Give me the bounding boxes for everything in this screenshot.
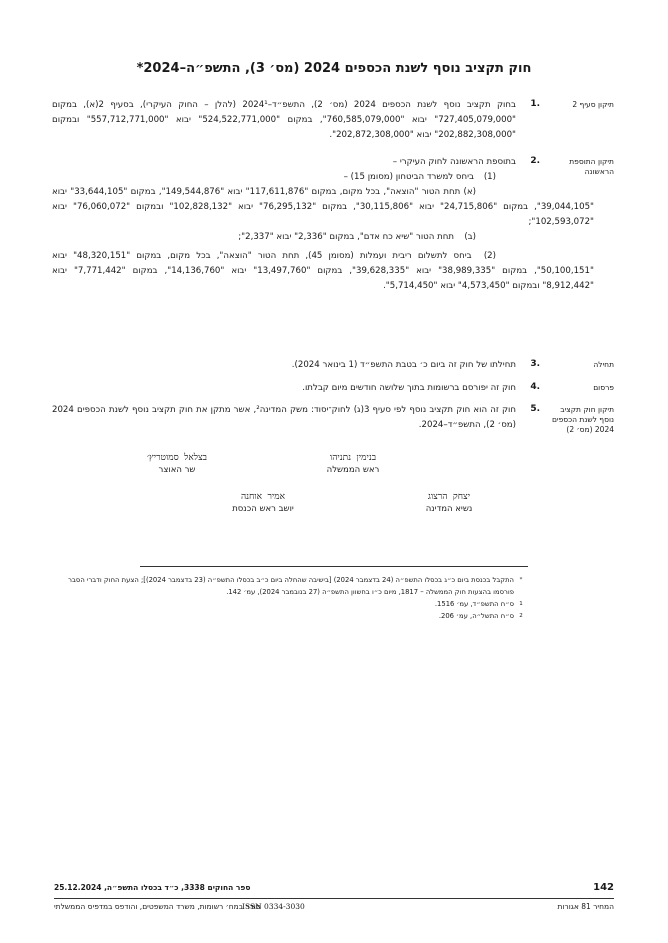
law-title: חוק תקציב נוסף לשנת הכספים 2024 (מס׳ 3), התשפ״ה–2024* (136, 61, 532, 76)
gazette-reference: ספר החוקים 3338, כ״ד בכסלו התשפ״ה, 25.12.2024 (54, 883, 251, 892)
page-footer (54, 883, 614, 897)
section-number: .4 (530, 382, 540, 392)
subparagraph-label: (א) (463, 187, 476, 197)
footnote (54, 598, 528, 610)
subparagraph-text: תחת הטור "שיא כח אדם", במקום "2,336" יבוא "2,337"; (238, 232, 454, 242)
section-4 (52, 381, 614, 396)
section-margin-note: פרסום (593, 383, 614, 392)
section-number: .5 (530, 404, 540, 414)
paragraph-text: ביחס לתשלום ריבית ועמלות (מסומן 45), תחת הטור "הוצאה", בכל מקום, במקום "48,320,151" יבוא "50,100,151", במקום "38,989,335" יבוא "39,628,335", במקום "13,497,760" יבוא "14,136,760", במקום "7,771,442" יבוא "8,912,442" ובמקום "4,573,450" יבוא "5,714,450". (52, 251, 594, 291)
paragraph-2 (52, 249, 594, 294)
section-text: תחילתו של חוק זה ביום כ׳ בטבת התשפ״ד (1 בינואר 2024). (291, 360, 516, 370)
signatory-name: יצחק הרצוג (427, 492, 471, 502)
signature-president (384, 491, 514, 514)
section-margin-note: תחילה (593, 360, 614, 369)
paragraph-label: (1) (483, 172, 496, 182)
publisher-note: סודר במח׳ רשומות, משרד המשפטים, והודפס במדפיס הממשלתי (54, 902, 261, 911)
signatory-name: בנימין נתניהו (329, 453, 377, 463)
footnotes (54, 574, 528, 622)
footnote (54, 610, 528, 622)
signatory-name: אמיר אוחנה (240, 492, 286, 502)
signatory-role: נשיא המדינה (425, 504, 473, 514)
signatory-role: יושב ראש הכנסת (232, 504, 294, 514)
signature-finance-minister (112, 452, 242, 475)
page-number: 142 (593, 882, 614, 893)
section-margin-note: תיקון סעיף 2 (572, 100, 614, 109)
section-text: חוק זה הוא חוק תקציב נוסף לפי סעיף 3(ג) לחוק־יסוד: משק המדינה², אשר מתקן את חוק תקציב נוסף לשנת הכספים 2024 (מס׳ 2), התשפ״ד–2024. (52, 405, 516, 430)
subparagraph-a (52, 185, 594, 230)
signatory-role: שר האוצר (158, 465, 196, 475)
footnote-mark: 2 (519, 613, 523, 619)
section-5 (52, 403, 614, 433)
footnote-text: התקבל בכנסת ביום כ״ג בכסלו התשפ״ה (24 בדצמבר 2024) [בישיבה שהחלה ביום כ״ב בכסלו התשפ״ה (23 בדצמבר 2024)]; הצעת החוק ודברי הסבר פורסמו בהצעות חוק הממשלה – 1817, מיום כ״ו בחשוון התשפ״ה (27 בנובמבר 2024), עמ׳ 142. (68, 576, 514, 596)
paragraph-label: (2) (483, 251, 496, 261)
signatory-name: בצלאל סמוטריץ׳ (146, 453, 208, 463)
subparagraph-b (52, 230, 476, 245)
footnote-mark: 1 (519, 601, 523, 607)
footnote-mark: * (519, 577, 523, 583)
footnote (54, 574, 528, 598)
section-intro: בתוספת הראשונה לחוק העיקרי – (392, 157, 516, 167)
subparagraph-label: (ב) (464, 232, 476, 242)
section-text: חוק זה יפורסם ברשומות בתוך שלושה חודשים מיום קבלתו. (302, 383, 516, 393)
subparagraph-text: תחת הטור "הוצאה", בכל מקום, במקום "117,611,876" יבוא "149,544,876", במקום "33,644,105" יבוא "39,044,105", במקום "24,715,806" יבוא "30,115,806", במקום "76,295,132" יבוא "102,828,132" ובמקום "76,060,072" יבוא "102,593,072"; (52, 187, 594, 227)
publication-footer (54, 902, 614, 916)
section-number: .1 (530, 99, 540, 109)
paragraph-text: ביחס למשרד הביטחון (מסומן 15) – (343, 172, 474, 182)
price-note: המחיר 81 אגורות (557, 902, 614, 911)
section-1 (52, 98, 614, 143)
section-margin-note: תיקון התוספת הראשונה (569, 157, 614, 176)
section-margin-note: תיקון חוק תקציב נוסף לשנת הכספים 2024 (מס׳ 2) (551, 405, 614, 434)
section-2 (52, 155, 614, 294)
section-number: .2 (530, 156, 540, 166)
section-3 (52, 358, 614, 373)
section-number: .3 (530, 359, 540, 369)
signatory-role: ראש הממשלה (326, 465, 380, 475)
signature-knesset-speaker (198, 491, 328, 514)
footer-divider (54, 898, 614, 899)
footnote-text: ס״ח התשל״ה, עמ׳ 206. (438, 612, 514, 620)
section-text: בחוק תקציב נוסף לשנת הכספים 2024 (מס׳ 2), התשפ״ד–2024¹ (להלן – החוק העיקרי), בסעיף 2(א), במקום "727,405,079,000" יבוא "760,585,079,000", במקום "524,522,771,000" יבוא "557,712,771,000" ובמקום "202,882,308,000" יבוא "202,872,308,000". (52, 100, 516, 140)
footnote-divider (140, 566, 528, 567)
paragraph-1 (52, 170, 496, 185)
footnote-text: ס״ח התשפ״ד, עמ׳ 1516. (434, 600, 514, 608)
signature-pm (288, 452, 418, 475)
issn: ISSN 0334-3030 (242, 902, 305, 911)
